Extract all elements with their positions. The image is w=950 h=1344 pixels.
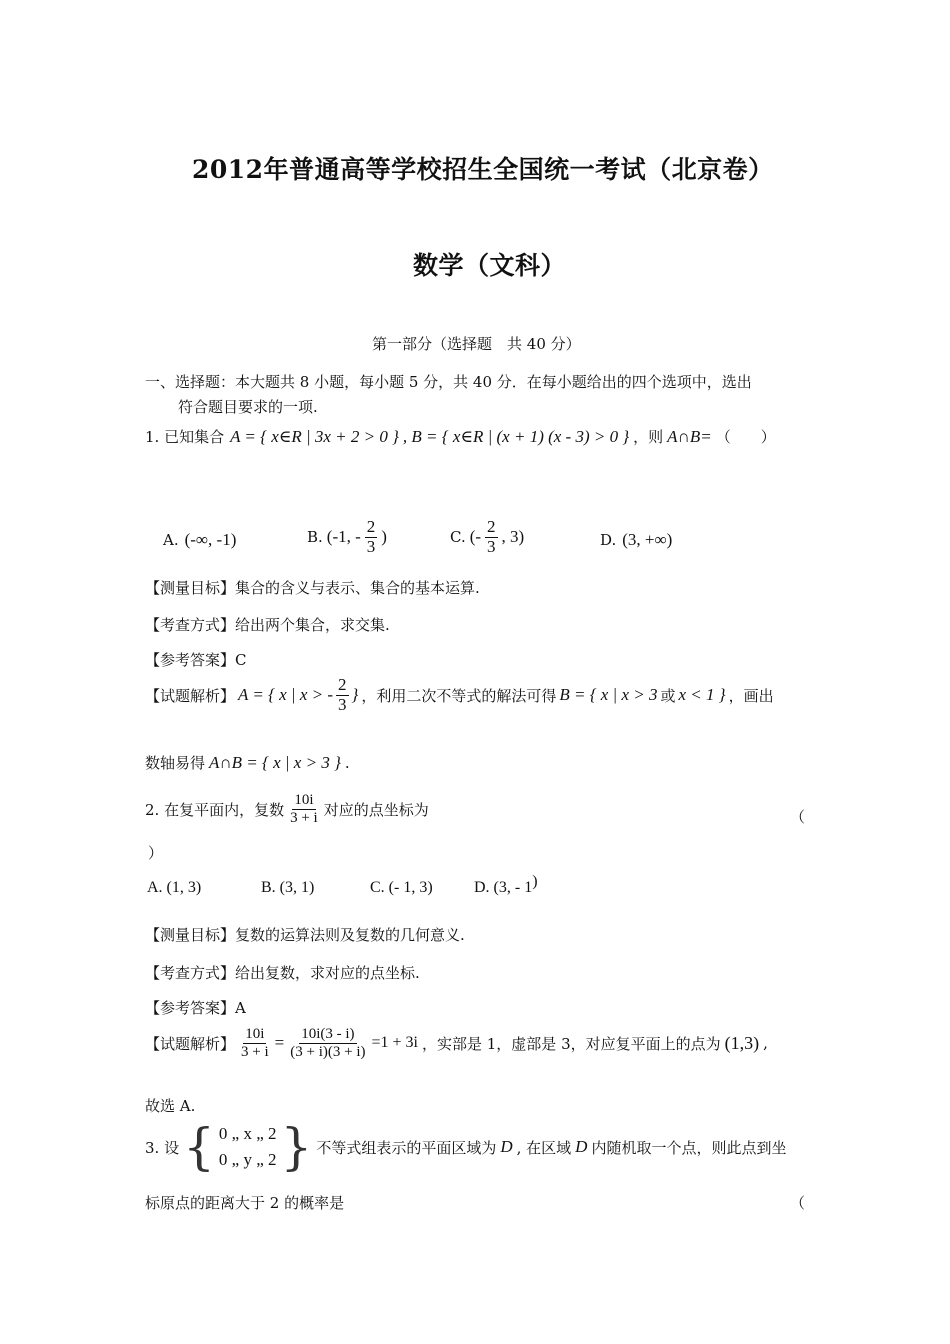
q2-option-c: C. (- 1, 3)	[370, 879, 433, 896]
q2-analysis-line-1	[145, 1026, 768, 1060]
q1-set-b: , B = { x∈R | (x + 1) (x - 3) > 0 }	[402, 426, 630, 446]
q2-analysis-fraction-2	[288, 1026, 367, 1060]
q1-analysis-set-b-1: B = { x | x > 3	[559, 685, 658, 705]
q2-analysis-f2-num: 10i(3 - i)	[301, 1026, 355, 1042]
q1-method	[145, 614, 390, 635]
page-subtitle: 数学（文科）	[413, 251, 567, 280]
q1-option-c-num: 2	[487, 517, 496, 536]
q1-analysis-tail: ，画出	[728, 686, 774, 705]
q3-paren: （	[790, 1194, 806, 1212]
q2-answer	[145, 997, 246, 1018]
q2-analysis-f2-den: (3 + i)(3 + i)	[290, 1043, 366, 1060]
q2-option-b: B. (3, 1)	[261, 879, 315, 896]
q1-analysis-line-1	[145, 676, 774, 714]
q1-analysis-set-b-2: x < 1 }	[678, 685, 726, 705]
q1-method-text: 给出两个集合，求交集.	[235, 616, 390, 634]
instructions-line-1: 一、选择题：本大题共 8 小题，每小题 5 分，共 40 分．在每小题给出的四个选项中，选出	[145, 373, 752, 391]
q2-analysis-eq1: =	[274, 1033, 285, 1052]
q1-analysis-num: 2	[338, 675, 347, 694]
q3-text-1: 不等式组表示的平面区域为	[316, 1138, 497, 1157]
q1-option-a-label: A.	[163, 531, 179, 549]
q1-option-d-value: (3, +∞)	[622, 530, 673, 549]
q1-option-b-den: 3	[366, 536, 376, 556]
q2-paren-open: （	[790, 808, 806, 826]
q2-option-d-value: D. (3, - 1	[474, 879, 533, 896]
instructions-line-2: 符合题目要求的一项.	[178, 398, 318, 416]
q1-option-b-num: 2	[366, 517, 376, 536]
q3-inequality-1: 0 „ x „ 2	[218, 1124, 277, 1143]
q2-analysis-label: 【试题解析】	[145, 1034, 236, 1053]
q2-analysis-fraction-1	[239, 1026, 271, 1060]
q1-option-c-pre: (-	[469, 527, 482, 547]
q3-inequality-2: 0 „ y „ 2	[218, 1150, 277, 1169]
q1-option-b-label: B.	[307, 528, 323, 547]
q3-region-d-1: D	[500, 1137, 513, 1156]
q1-option-b-pre: (-1, -	[326, 527, 361, 547]
q1-analysis-set-a-pre: A = { x | x > -	[238, 685, 334, 705]
q3-prefix: 3. 设	[145, 1138, 180, 1157]
q1-objective-label: 【测量目标】	[145, 579, 236, 597]
q2-answer-text: A	[235, 999, 246, 1017]
q2-analysis-f1-num: 10i	[245, 1026, 265, 1042]
q1-set-a: A = { x∈R | 3x + 2 > 0 }	[230, 426, 399, 446]
q2-analysis-f1-den: 3 + i	[241, 1043, 269, 1060]
q1-analysis-fraction	[336, 676, 349, 714]
q2-analysis-text: ，实部是 1，虚部是 3，对应复平面上的点为	[421, 1034, 721, 1053]
q2-fraction	[288, 792, 320, 826]
q2-analysis-comma: ,	[763, 1034, 768, 1052]
q2-fraction-den: 3 + i	[290, 809, 318, 826]
q1-analysis-set-a-post: }	[351, 685, 359, 705]
q3-right-brace: }	[280, 1118, 313, 1176]
q1-option-b-post: )	[381, 527, 387, 547]
q1-option-a-value: (-∞, -1)	[184, 530, 237, 549]
q1-objective	[145, 577, 480, 598]
q1-option-b-fraction	[365, 518, 378, 556]
q1-analysis-label: 【试题解析】	[145, 686, 236, 705]
q1-option-c-post: , 3)	[501, 527, 525, 547]
q1-option-c	[450, 518, 524, 556]
q1-option-d-label: D.	[600, 531, 617, 549]
q1-option-c-den: 3	[487, 536, 496, 556]
q1-analysis-end: .	[344, 753, 350, 772]
q2-method-label: 【考查方式】	[145, 964, 236, 982]
q3-system	[219, 1124, 277, 1170]
q1-analysis-or: 或	[660, 686, 676, 705]
q3-stem	[145, 1118, 787, 1176]
q1-answer-text: C	[235, 651, 247, 669]
q1-stem-prefix: 1. 已知集合	[145, 428, 225, 446]
q2-stem	[145, 792, 429, 826]
q3-text-3: 内随机取一个点，则此点到坐	[591, 1138, 787, 1157]
q1-option-a	[163, 530, 236, 550]
q3-region-d-2: D	[575, 1137, 588, 1156]
q2-stem-prefix: 2. 在复平面内，复数	[145, 800, 285, 819]
q1-analysis-den: 3	[338, 694, 347, 714]
q2-analysis-line-2: 故选 A.	[145, 1097, 196, 1115]
q3-text-2: , 在区域	[516, 1138, 572, 1157]
q1-answer-label: 【参考答案】	[145, 651, 236, 669]
q1-analysis-line-2	[145, 752, 350, 773]
q1-option-c-fraction	[485, 518, 498, 556]
part-heading: 第一部分（选择题 共 40 分）	[372, 335, 581, 353]
q2-objective-text: 复数的运算法则及复数的几何意义.	[235, 926, 465, 944]
q1-method-label: 【考查方式】	[145, 616, 236, 634]
q2-method-text: 给出复数，求对应的点坐标.	[235, 964, 420, 982]
q2-objective	[145, 924, 465, 945]
q1-stem-suffix: ，则	[633, 428, 664, 446]
q1-option-d	[600, 530, 672, 550]
q2-answer-label: 【参考答案】	[145, 999, 236, 1017]
q2-option-d	[474, 873, 538, 897]
q2-option-a: A. (1, 3)	[147, 879, 202, 896]
q1-paren: （ ）	[715, 428, 776, 446]
q2-fraction-num: 10i	[294, 792, 314, 808]
q1-answer	[145, 649, 247, 670]
q2-analysis-eq2: =1 + 3i	[371, 1034, 418, 1051]
q2-paren-close: ）	[148, 844, 164, 862]
q3-left-brace: {	[183, 1118, 215, 1176]
q2-stem-suffix: 对应的点坐标为	[323, 800, 429, 819]
page-title: 2012年普通高等学校招生全国统一考试（北京卷）	[192, 155, 774, 184]
q1-analysis-mid: ，利用二次不等式的解法可得	[361, 686, 557, 705]
q2-objective-label: 【测量目标】	[145, 926, 236, 944]
q3-line-2: 标原点的距离大于 2 的概率是	[145, 1194, 345, 1212]
q2-method	[145, 962, 420, 983]
q1-stem	[145, 426, 776, 447]
q2-option-d-close: )	[532, 873, 538, 890]
q1-analysis-line2-text: 数轴易得	[145, 754, 206, 772]
q1-analysis-result: A∩B = { x | x > 3 }	[209, 752, 341, 772]
q1-option-c-label: C.	[450, 528, 466, 547]
q2-analysis-point: (1,3)	[724, 1032, 760, 1053]
q1-objective-text: 集合的含义与表示、集合的基本运算.	[235, 579, 480, 597]
q1-intersection: A∩B=	[667, 426, 712, 446]
q1-option-b	[307, 518, 387, 556]
